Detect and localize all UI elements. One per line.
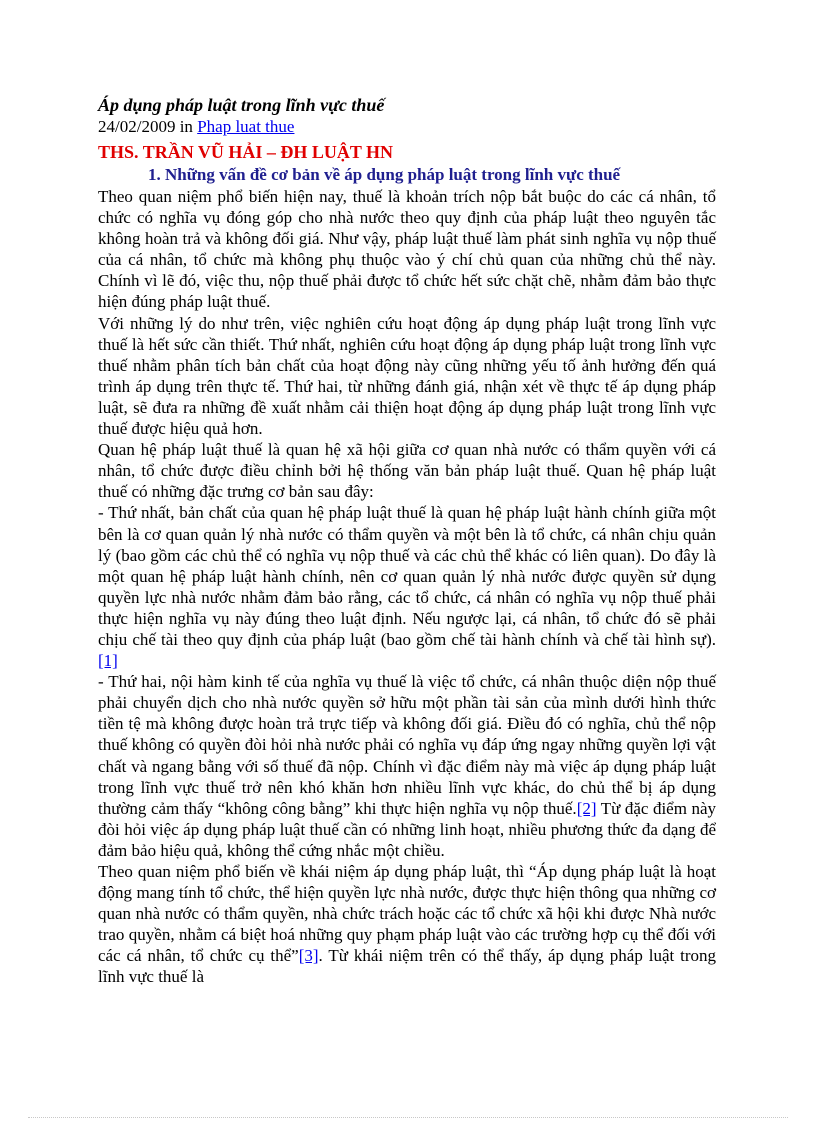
article-author: THS. TRẦN VŨ HẢI – ĐH LUẬT HN: [98, 142, 394, 162]
paragraph-6-text-b: . Từ khái niệm trên có thể thấy, áp dụng pháp luật trong lĩnh vực thuế là: [98, 946, 716, 987]
article-date: 24/02/2009: [98, 117, 176, 136]
paragraph-4-text: - Thứ nhất, bản chất của quan hệ pháp luật thuế là quan hệ pháp luật hành chính giữa một bên là cơ quan quản lý nhà nước có thẩm quyền và một bên là tổ chức, cá nhân chịu quản lý (bao gồm các chủ thể có nghĩa vụ nộp thuế và các chủ thể khác có liên quan). Do đây là một quan hệ pháp luật hành chính, nên cơ quan quản lý nhà nước được quyền sử dụng quyền lực nhà nước nhằm đảm bảo rằng, các tổ chức, cá nhân có nghĩa vụ nộp thuế phải thực hiện nghĩa vụ này đúng theo luật định. Nếu ngược lại, cá nhân, tổ chức đó sẽ phải chịu chế tài theo quy định của pháp luật (bao gồm chế tài hành chính và chế tài hình sự).: [98, 503, 716, 649]
category-link[interactable]: Phap luat thue: [197, 117, 295, 136]
section-heading: 1. Những vấn đề cơ bản về áp dụng pháp luật trong lĩnh vực thuế: [148, 165, 621, 184]
paragraph-5-text-b: Từ đặc điểm này đòi hỏi việc áp dụng pháp luật thuế cần có những linh hoạt, nhiều phương thức đa dạng để đảm bảo hiệu quả, không thể cứng nhắc một chiều.: [98, 798, 717, 860]
footnote-link-3[interactable]: [3]: [298, 946, 319, 966]
footnote-link-2[interactable]: [2]: [576, 798, 597, 818]
paragraph-6: [98, 861, 716, 988]
in-label: in: [179, 117, 193, 136]
paragraph-6-text-a: Theo quan niệm phổ biến về khái niệm áp dụng pháp luật, thì “Áp dụng pháp luật là hoạt động mang tính tổ chức, thể hiện quyền lực nhà nước, được thực hiện thông qua những cơ quan nhà nước có thẩm quyền, nhà chức trách hoặc các tổ chức xã hội khi được Nhà nước trao quyền, nhằm cá biệt hoá những quy phạm pháp luật vào các trường hợp cụ thể đối với các cá nhân, tổ chức cụ thể”: [98, 862, 716, 966]
article-title: Áp dụng pháp luật trong lĩnh vực thuế: [98, 95, 385, 115]
paragraph-5-text-a: - Thứ hai, nội hàm kinh tế của nghĩa vụ thuế là việc tổ chức, cá nhân thuộc diện nộp thuế phải chuyển dịch cho nhà nước quyền sở hữu một phần tài sản của mình dưới hình thức tiền tệ mà không được hoàn trả trực tiếp và không đối giá. Điều đó có nghĩa, chủ thể nộp thuế không có quyền đòi hỏi nhà nước phải có nghĩa vụ đáp ứng ngay những quyền lợi vật chất và ngang bằng với số thuế đã nộp. Chính vì đặc điểm này mà việc áp dụng pháp luật trong lĩnh vực thuế trở nên khó khăn hơn nhiều lĩnh vực khác, do chủ thể bị áp dụng thường cảm thấy “không công bằng” khi thực hiện nghĩa vụ nộp thuế.: [98, 672, 716, 818]
paragraph-5: [98, 671, 716, 861]
page-bottom-divider: [28, 1117, 788, 1118]
paragraph-1: Theo quan niệm phổ biến hiện nay, thuế là khoản trích nộp bắt buộc do các cá nhân, tổ chức có nghĩa vụ đóng góp cho nhà nước theo quy định của pháp luật theo nguyên tắc không hoàn trả và không đối giá. Như vậy, pháp luật thuế làm phát sinh nghĩa vụ nộp thuế của cá nhân, tổ chức mà không phụ thuộc vào ý chí chủ quan của những chủ thể này. Chính vì lẽ đó, việc thu, nộp thuế phải được tổ chức hết sức chặt chẽ, nhằm đảm bảo thực hiện đúng pháp luật thuế.: [98, 187, 716, 312]
paragraph-3: Quan hệ pháp luật thuế là quan hệ xã hội giữa cơ quan nhà nước có thẩm quyền với cá nhân, tổ chức được điều chỉnh bởi hệ thống văn bản pháp luật thuế. Quan hệ pháp luật thuế có những đặc trưng cơ bản sau đây:: [98, 440, 716, 502]
document-page: [98, 94, 716, 988]
article-meta: [98, 116, 716, 138]
paragraph-4: [98, 502, 716, 671]
paragraph-2: Với những lý do như trên, việc nghiên cứu hoạt động áp dụng pháp luật trong lĩnh vực thuế là hết sức cần thiết. Thứ nhất, nghiên cứu hoạt động áp dụng pháp luật trong lĩnh vực thuế nhằm phân tích bản chất của hoạt động này cũng những yếu tố ảnh hưởng đến quá trình áp dụng trên thực tế. Thứ hai, từ những đánh giá, nhận xét về thực tế áp dụng pháp luật, sẽ đưa ra những đề xuất nhằm cải thiện hoạt động áp dụng pháp luật trong lĩnh vực thuế được hiệu quả hơn.: [98, 313, 716, 439]
footnote-link-1[interactable]: [1]: [98, 651, 118, 671]
